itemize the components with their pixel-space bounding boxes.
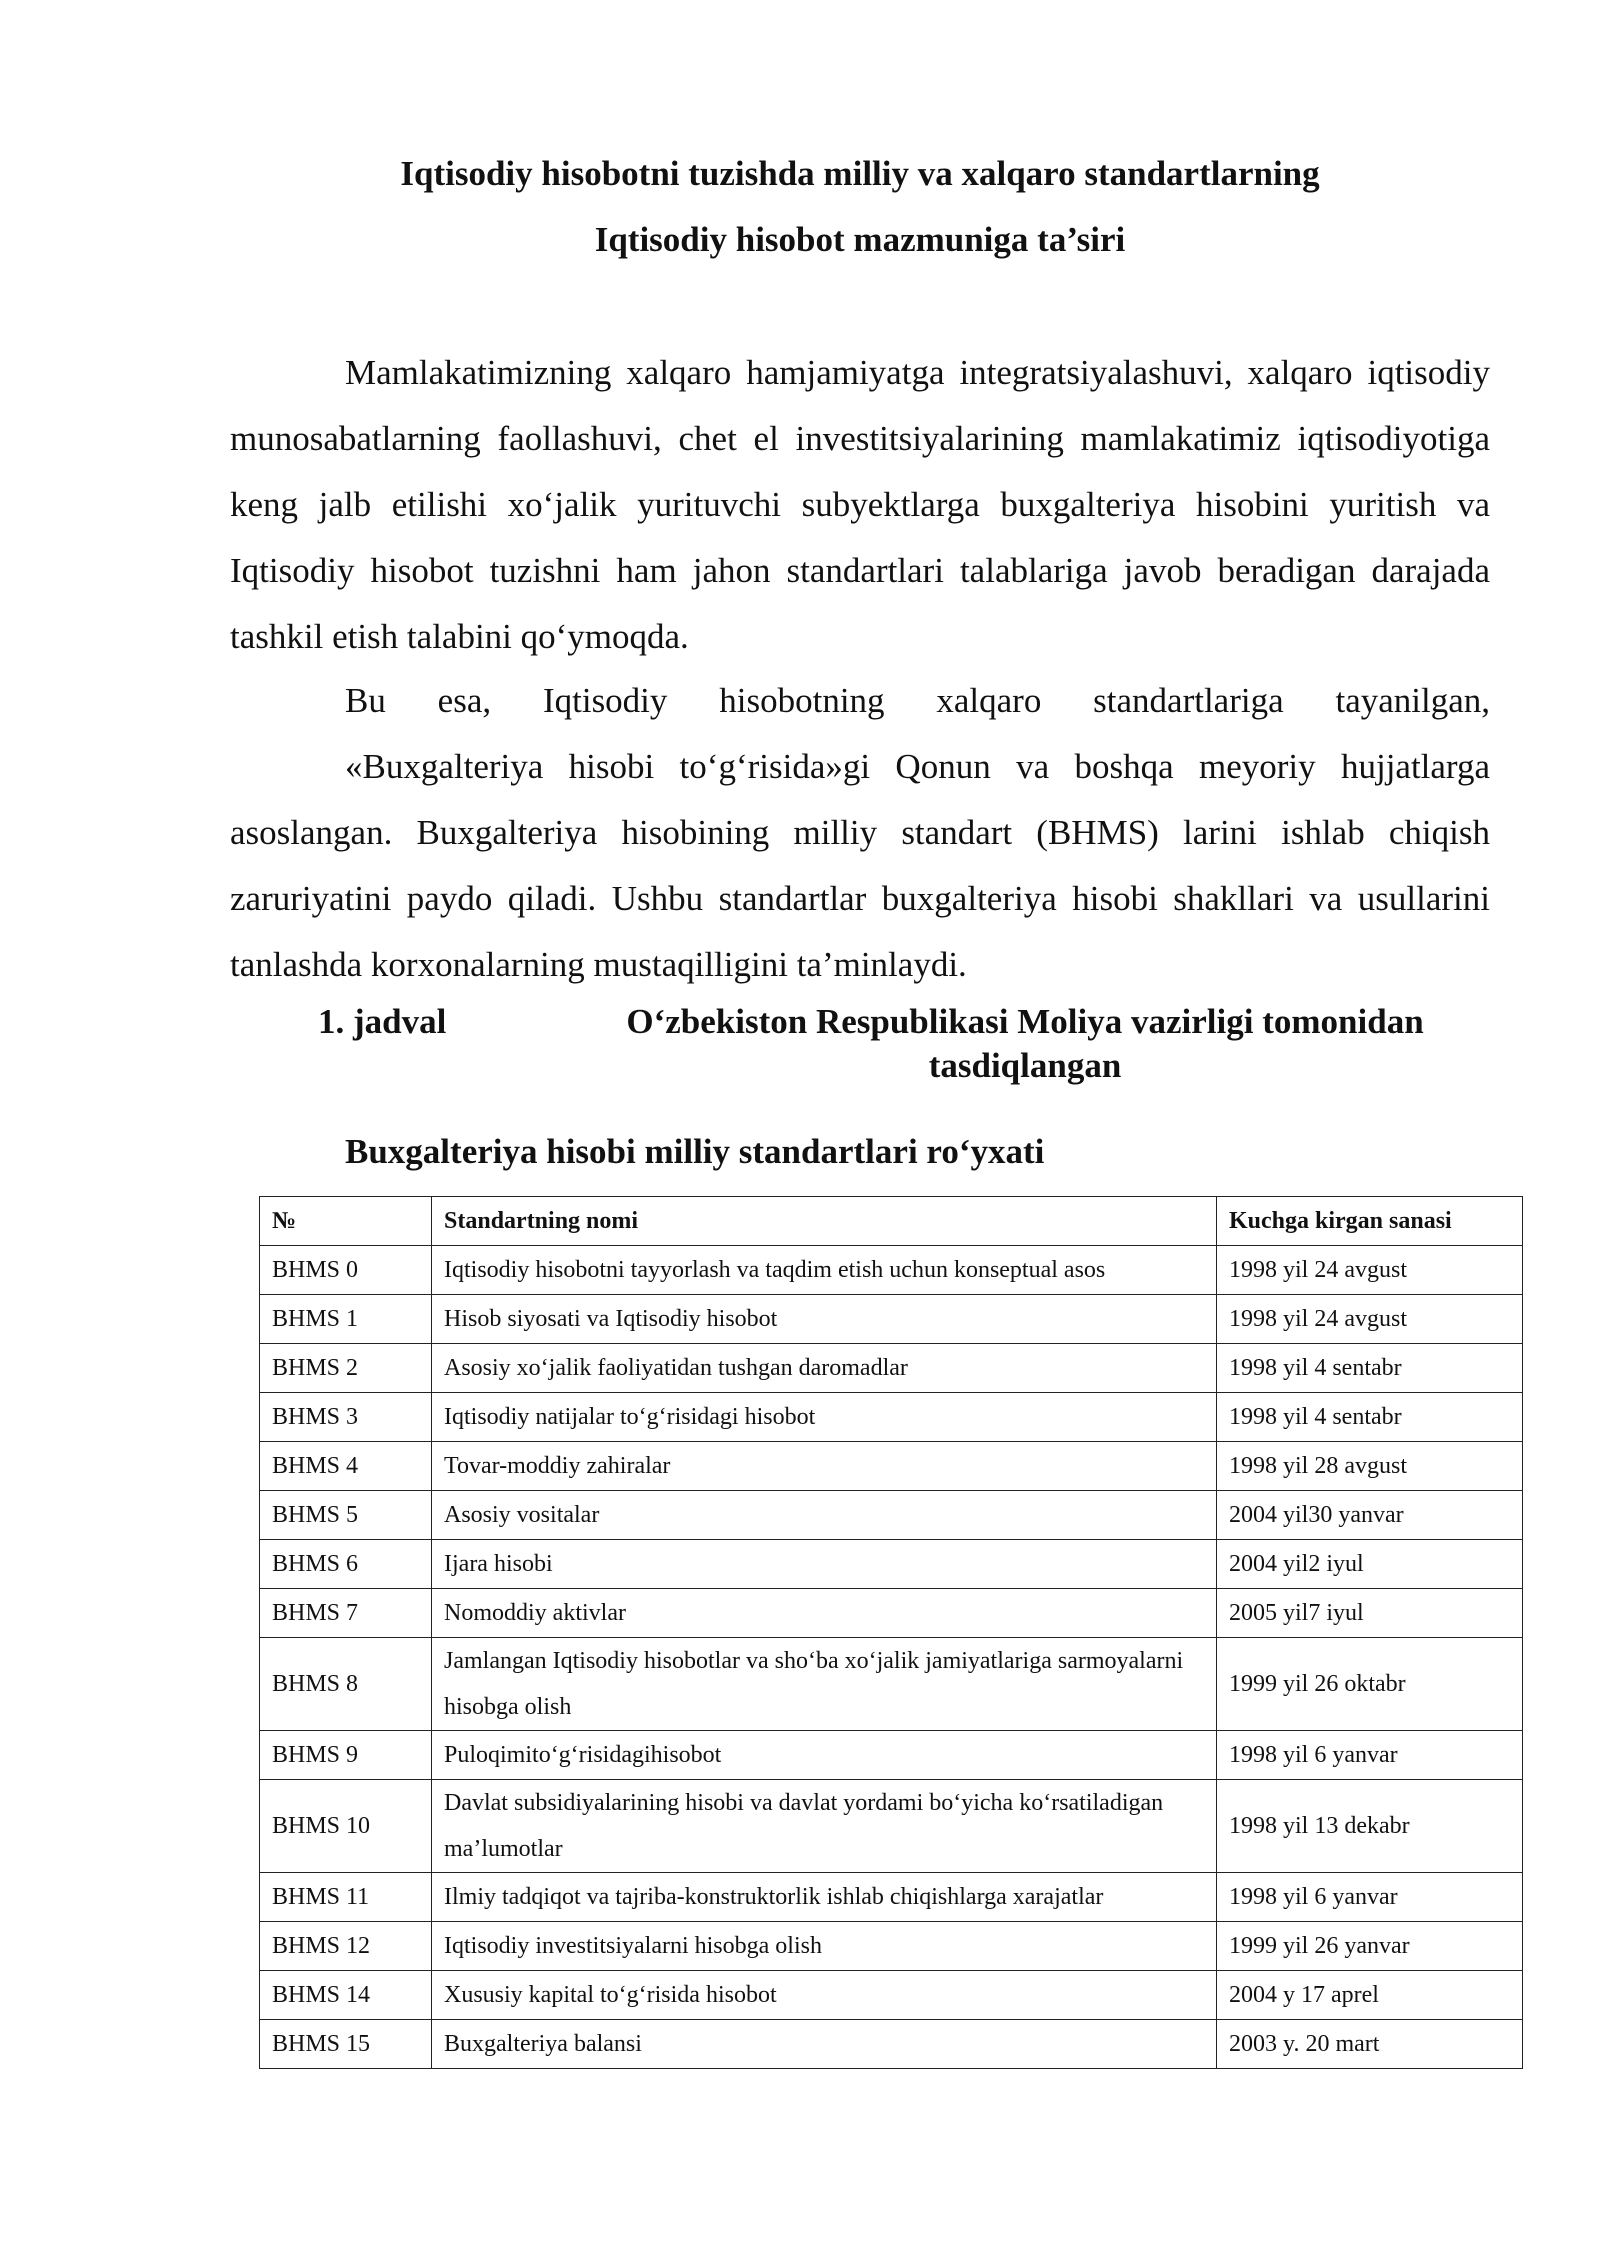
paragraph-3-text: «Buxgalteriya hisobi to‘g‘risida»gi Qonun va boshqa meyoriy hujjatlarga asoslangan. Buxgalteriya hisobining milliy standart (BHMS) larini ishlab chiqish zaruriyatini paydo qiladi. Ushbu standartlar buxgalteriya hisobi shakllari va usullarini tanlashda korxonalarning mustaqilligini ta’minlaydi.	[230, 747, 1490, 984]
cell-name: Ijara hisobi	[432, 1540, 1217, 1589]
cell-code: BHMS 3	[260, 1393, 432, 1442]
cell-code: BHMS 5	[260, 1491, 432, 1540]
table-row	[260, 1540, 1523, 1589]
cell-name: Tovar-moddiy zahiralar	[432, 1442, 1217, 1491]
cell-name: Iqtisodiy natijalar to‘g‘risidagi hisobot	[432, 1393, 1217, 1442]
table-row	[260, 1393, 1523, 1442]
cell-name: Asosiy vositalar	[432, 1491, 1217, 1540]
cell-name: Buxgalteriya balansi	[432, 2020, 1217, 2069]
table-caption-title: O‘zbekiston Respublikasi Moliya vazirligi tomonidan tasdiqlangan	[626, 1002, 1424, 1085]
cell-date: 2004 y 17 aprel	[1217, 1971, 1523, 2020]
header-number: №	[260, 1197, 432, 1246]
cell-code: BHMS 10	[260, 1780, 432, 1873]
table-row	[260, 1295, 1523, 1344]
cell-date: 1999 yil 26 yanvar	[1217, 1922, 1523, 1971]
cell-date: 1998 yil 6 yanvar	[1217, 1873, 1523, 1922]
cell-code: BHMS 0	[260, 1246, 432, 1295]
table-caption-subtitle: Buxgalteriya hisobi milliy standartlari ro‘yxati	[345, 1132, 1045, 1171]
cell-name: Xususiy kapital to‘g‘risida hisobot	[432, 1971, 1217, 2020]
table-row	[260, 1491, 1523, 1540]
cell-name: Hisob siyosati va Iqtisodiy hisobot	[432, 1295, 1217, 1344]
document-title-line-2: Iqtisodiy hisobot mazmuniga ta’siri	[594, 220, 1126, 259]
cell-code: BHMS 1	[260, 1295, 432, 1344]
cell-date: 1998 yil 24 avgust	[1217, 1246, 1523, 1295]
cell-date: 1998 yil 13 dekabr	[1217, 1780, 1523, 1873]
header-effective-date: Kuchga kirgan sanasi	[1217, 1197, 1523, 1246]
table-row	[260, 1922, 1523, 1971]
paragraph-3	[230, 734, 1490, 998]
paragraph-2	[230, 668, 1490, 734]
cell-code: BHMS 6	[260, 1540, 432, 1589]
cell-name: Jamlangan Iqtisodiy hisobotlar va sho‘ba xo‘jalik jamiyatlariga sarmoyalarni hisobga olish	[432, 1638, 1217, 1731]
table-row	[260, 1971, 1523, 2020]
cell-date: 1998 yil 28 avgust	[1217, 1442, 1523, 1491]
cell-name: Nomoddiy aktivlar	[432, 1589, 1217, 1638]
standards-table	[259, 1196, 1523, 2069]
table-row	[260, 1731, 1523, 1780]
cell-name: Iqtisodiy investitsiyalarni hisobga olish	[432, 1922, 1217, 1971]
cell-date: 1998 yil 4 sentabr	[1217, 1344, 1523, 1393]
cell-date: 1998 yil 4 sentabr	[1217, 1393, 1523, 1442]
cell-date: 2004 yil30 yanvar	[1217, 1491, 1523, 1540]
cell-name: Puloqimito‘g‘risidagihisobot	[432, 1731, 1217, 1780]
cell-code: BHMS 11	[260, 1873, 432, 1922]
document-title-line-1: Iqtisodiy hisobotni tuzishda milliy va xalqaro standartlarning	[400, 154, 1320, 193]
cell-date: 2005 yil7 iyul	[1217, 1589, 1523, 1638]
cell-code: BHMS 4	[260, 1442, 432, 1491]
cell-name: Iqtisodiy hisobotni tayyorlash va taqdim etish uchun konseptual asos	[432, 1246, 1217, 1295]
cell-date: 1998 yil 24 avgust	[1217, 1295, 1523, 1344]
table-row	[260, 1442, 1523, 1491]
table-row	[260, 1780, 1523, 1873]
table-caption-number: 1. jadval	[318, 1002, 447, 1041]
cell-name: Davlat subsidiyalarining hisobi va davlat yordami bo‘yicha ko‘rsatiladigan ma’lumotlar	[432, 1780, 1217, 1873]
cell-date: 2003 y. 20 mart	[1217, 2020, 1523, 2069]
cell-date: 2004 yil2 iyul	[1217, 1540, 1523, 1589]
paragraph-1-text: Mamlakatimizning xalqaro hamjamiyatga integratsiyalashuvi, xalqaro iqtisodiy munosabatlarning faollashuvi, chet el investitsiyalarining mamlakatimiz iqtisodiyotiga keng jalb etilishi xo‘jalik yurituvchi subyektlarga buxgalteriya hisobini yuritish va Iqtisodiy hisobot tuzishni ham jahon standartlari talablariga javob beradigan darajada tashkil etish talabini qo‘ymoqda.	[230, 353, 1490, 656]
cell-date: 1998 yil 6 yanvar	[1217, 1731, 1523, 1780]
table-header-row	[260, 1197, 1523, 1246]
table-row	[260, 1638, 1523, 1731]
table-row	[260, 1344, 1523, 1393]
cell-name: Asosiy xo‘jalik faoliyatidan tushgan daromadlar	[432, 1344, 1217, 1393]
table-row	[260, 1589, 1523, 1638]
cell-code: BHMS 2	[260, 1344, 432, 1393]
cell-date: 1999 yil 26 oktabr	[1217, 1638, 1523, 1731]
header-standard-name: Standartning nomi	[432, 1197, 1217, 1246]
table-row	[260, 1246, 1523, 1295]
cell-code: BHMS 15	[260, 2020, 432, 2069]
cell-code: BHMS 14	[260, 1971, 432, 2020]
cell-code: BHMS 7	[260, 1589, 432, 1638]
cell-code: BHMS 12	[260, 1922, 432, 1971]
paragraph-2-text: Bu esa, Iqtisodiy hisobotning xalqaro standartlariga tayanilgan,	[345, 681, 1490, 720]
cell-code: BHMS 8	[260, 1638, 432, 1731]
cell-code: BHMS 9	[260, 1731, 432, 1780]
cell-name: Ilmiy tadqiqot va tajriba-konstruktorlik ishlab chiqishlarga xarajatlar	[432, 1873, 1217, 1922]
table-row	[260, 1873, 1523, 1922]
table-row	[260, 2020, 1523, 2069]
paragraph-1	[230, 340, 1490, 670]
